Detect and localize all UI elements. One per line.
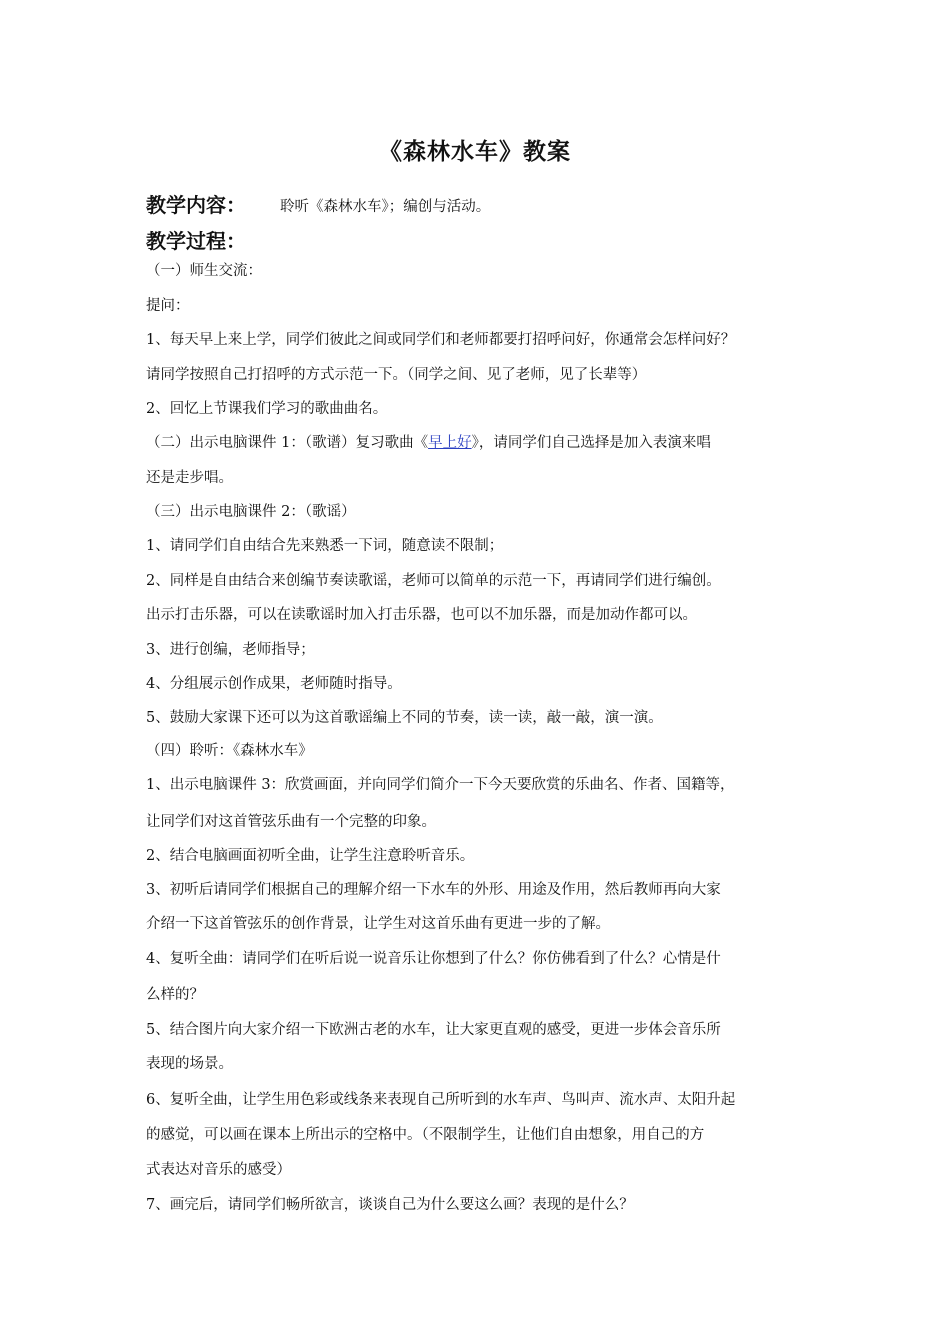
paragraph-line: 出示打击乐器，可以在读歌谣时加入打击乐器，也可以不加乐器，而是加动作都可以。 <box>146 607 697 623</box>
paragraph-line: 3、初听后请同学们根据自己的理解介绍一下水车的外形、用途及作用，然后教师再向大家 <box>146 882 721 898</box>
paragraph-line: 1、出示电脑课件 3：欣赏画面，并向同学们简介一下今天要欣赏的乐曲名、作者、国籍等， <box>146 777 735 793</box>
paragraph-line: 1、每天早上来上学，同学们彼此之间或同学们和老师都要打招呼问好，你通常会怎样问好？ <box>146 332 736 348</box>
section-heading-2 <box>146 434 711 452</box>
paragraph-line: 5、结合图片向大家介绍一下欧洲古老的水车，让大家更直观的感受，更进一步体会音乐所 <box>146 1022 721 1038</box>
paragraph-line: 2、回忆上节课我们学习的歌曲曲名。 <box>146 401 388 417</box>
content-heading <box>146 189 490 218</box>
paragraph-line: 5、鼓励大家课下还可以为这首歌谣编上不同的节奏，读一读，敲一敲，演一演。 <box>146 710 663 726</box>
content-value: 聆听《森林水车》；编创与活动。 <box>280 199 491 215</box>
paragraph-line: 2、结合电脑画面初听全曲，让学生注意聆听音乐。 <box>146 848 475 864</box>
song-link[interactable]: 早上好 <box>428 435 472 451</box>
paragraph-line: 表现的场景。 <box>146 1056 233 1072</box>
section-2-text-end: 》，请同学们自己选择是加入表演来唱 <box>471 435 711 451</box>
paragraph-line: 的感觉，可以画在课本上所出示的空格中。（不限制学生，让他们自由想象，用自己的方 <box>146 1127 705 1143</box>
section-heading-4: （四）聆听：《森林水车》 <box>146 743 313 759</box>
paragraph-line: 6、复听全曲，让学生用色彩或线条来表现自己所听到的水车声、鸟叫声、流水声、太阳升起 <box>146 1092 736 1108</box>
paragraph-line: 1、请同学们自由结合先来熟悉一下词，随意读不限制； <box>146 538 504 554</box>
section-2-text: （二）出示电脑课件 1：（歌谱）复习歌曲《 <box>146 435 429 451</box>
paragraph-line: 介绍一下这首管弦乐的创作背景，让学生对这首乐曲有更进一步的了解。 <box>146 916 610 932</box>
paragraph-line: 4、复听全曲：请同学们在听后说一说音乐让你想到了什么？你仿佛看到了什么？心情是什 <box>146 951 721 967</box>
paragraph-line: 让同学们对这首管弦乐曲有一个完整的印象。 <box>146 814 436 830</box>
process-heading: 教学过程： <box>146 229 246 253</box>
paragraph-line: 提问： <box>146 298 190 314</box>
paragraph-line: 式表达对音乐的感受） <box>146 1162 291 1178</box>
paragraph-line: 么样的？ <box>146 987 204 1003</box>
paragraph-line: 3、进行创编，老师指导； <box>146 642 315 658</box>
paragraph-line: 7、画完后，请同学们畅所欲言，谈谈自己为什么要这么画？表现的是什么？ <box>146 1197 634 1213</box>
content-label: 教学内容： <box>146 193 246 217</box>
section-heading-1: （一）师生交流： <box>146 263 262 279</box>
section-heading-3: （三）出示电脑课件 2：（歌谣） <box>146 504 356 520</box>
paragraph-line: 2、同样是自由结合来创编节奏读歌谣，老师可以简单的示范一下，再请同学们进行编创。 <box>146 573 721 589</box>
paragraph-line: 4、分组展示创作成果，老师随时指导。 <box>146 676 402 692</box>
page-title: 《森林水车》教案 <box>379 139 571 165</box>
paragraph-line: 请同学按照自己打招呼的方式示范一下。（同学之间、见了老师，见了长辈等） <box>146 367 647 383</box>
paragraph-line: 还是走步唱。 <box>146 470 233 486</box>
